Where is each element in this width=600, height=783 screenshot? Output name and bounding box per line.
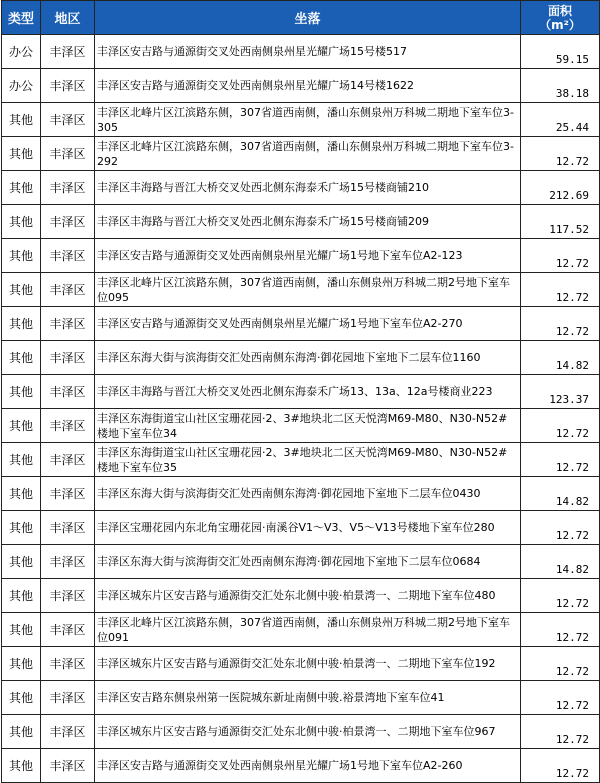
header-district: 地区 (41, 1, 95, 35)
cell-location: 丰泽区北峰片区江滨路东侧，307省道西南侧，潘山东侧泉州万科城二期2号地下室车位091 (95, 613, 521, 647)
cell-area: 14.82 (521, 477, 600, 511)
cell-district: 丰泽区 (41, 715, 95, 749)
cell-location: 丰泽区宝珊花园内东北角宝珊花园·南溪谷V1～V3、V5～V13号楼地下室车位280 (95, 511, 521, 545)
table-row (2, 375, 600, 409)
cell-district: 丰泽区 (41, 579, 95, 613)
cell-location: 丰泽区城东片区安吉路与通源街交汇处东北侧中骏·柏景湾一、二期地下室车位967 (95, 715, 521, 749)
table-row (2, 171, 600, 205)
table-row (2, 137, 600, 171)
cell-area: 12.72 (521, 579, 600, 613)
cell-area: 14.82 (521, 545, 600, 579)
cell-district: 丰泽区 (41, 341, 95, 375)
cell-area: 25.44 (521, 103, 600, 137)
cell-type: 其他 (2, 443, 41, 477)
cell-type: 其他 (2, 239, 41, 273)
cell-type: 其他 (2, 545, 41, 579)
cell-location: 丰泽区丰海路与晋江大桥交叉处西北侧东海泰禾广场15号楼商铺210 (95, 171, 521, 205)
cell-district: 丰泽区 (41, 647, 95, 681)
cell-type: 其他 (2, 103, 41, 137)
cell-location: 丰泽区城东片区安吉路与通源街交汇处东北侧中骏·柏景湾一、二期地下室车位480 (95, 579, 521, 613)
cell-type: 其他 (2, 681, 41, 715)
table-header-row (2, 1, 600, 35)
cell-type: 其他 (2, 137, 41, 171)
cell-type: 其他 (2, 511, 41, 545)
cell-location: 丰泽区东海大街与滨海街交汇处西南侧东海湾·御花园地下室地下二层车位1160 (95, 341, 521, 375)
table-row (2, 307, 600, 341)
cell-location: 丰泽区东海大街与滨海街交汇处西南侧东海湾·御花园地下室地下二层车位0684 (95, 545, 521, 579)
cell-location: 丰泽区安吉路与通源街交叉处西南侧泉州星光耀广场1号地下室车位A2-270 (95, 307, 521, 341)
cell-area: 12.72 (521, 307, 600, 341)
cell-district: 丰泽区 (41, 477, 95, 511)
cell-type: 其他 (2, 205, 41, 239)
cell-location: 丰泽区东海街道宝山社区宝珊花园·2、3#地块北二区天悦湾M69-M80、N30-N52#楼地下室车位35 (95, 443, 521, 477)
cell-type: 其他 (2, 477, 41, 511)
cell-location: 丰泽区北峰片区江滨路东侧，307省道西南侧，潘山东侧泉州万科城二期地下室车位3-292 (95, 137, 521, 171)
table-row (2, 409, 600, 443)
table-row (2, 205, 600, 239)
cell-district: 丰泽区 (41, 443, 95, 477)
cell-area: 12.72 (521, 409, 600, 443)
cell-type: 其他 (2, 613, 41, 647)
cell-area: 12.72 (521, 613, 600, 647)
table-row (2, 341, 600, 375)
cell-district: 丰泽区 (41, 205, 95, 239)
cell-location: 丰泽区安吉路与通源街交叉处西南侧泉州星光耀广场1号地下室车位A2-260 (95, 749, 521, 783)
cell-area: 12.72 (521, 137, 600, 171)
cell-district: 丰泽区 (41, 69, 95, 103)
cell-district: 丰泽区 (41, 35, 95, 69)
cell-location: 丰泽区东海街道宝山社区宝珊花园·2、3#地块北二区天悦湾M69-M80、N30-N52#楼地下室车位34 (95, 409, 521, 443)
cell-district: 丰泽区 (41, 545, 95, 579)
cell-district: 丰泽区 (41, 375, 95, 409)
cell-type: 办公 (2, 35, 41, 69)
table-row (2, 613, 600, 647)
cell-area: 12.72 (521, 749, 600, 783)
table-row (2, 749, 600, 783)
table-row (2, 647, 600, 681)
cell-district: 丰泽区 (41, 511, 95, 545)
table-row (2, 239, 600, 273)
cell-area: 12.72 (521, 647, 600, 681)
cell-district: 丰泽区 (41, 749, 95, 783)
cell-type: 办公 (2, 69, 41, 103)
cell-location: 丰泽区东海大街与滨海街交汇处西南侧东海湾·御花园地下室地下二层车位0430 (95, 477, 521, 511)
cell-location: 丰泽区北峰片区江滨路东侧，307省道西南侧，潘山东侧泉州万科城二期地下室车位3-305 (95, 103, 521, 137)
header-type: 类型 (2, 1, 41, 35)
header-location: 坐落 (95, 1, 521, 35)
cell-type: 其他 (2, 409, 41, 443)
cell-area: 12.72 (521, 273, 600, 307)
cell-type: 其他 (2, 579, 41, 613)
cell-area: 59.15 (521, 35, 600, 69)
cell-area: 12.72 (521, 443, 600, 477)
cell-type: 其他 (2, 171, 41, 205)
cell-area: 117.52 (521, 205, 600, 239)
cell-district: 丰泽区 (41, 409, 95, 443)
table-row (2, 579, 600, 613)
cell-district: 丰泽区 (41, 273, 95, 307)
cell-location: 丰泽区安吉路与通源街交叉处西南侧泉州星光耀广场1号地下室车位A2-123 (95, 239, 521, 273)
cell-location: 丰泽区安吉路与通源街交叉处西南侧泉州星光耀广场14号楼1622 (95, 69, 521, 103)
cell-area: 123.37 (521, 375, 600, 409)
cell-location: 丰泽区安吉路东侧泉州第一医院城东新址南侧中骏.裕景湾地下室车位41 (95, 681, 521, 715)
cell-type: 其他 (2, 375, 41, 409)
cell-area: 12.72 (521, 511, 600, 545)
header-area-unit: （m²） (539, 17, 581, 32)
table-row (2, 681, 600, 715)
cell-type: 其他 (2, 715, 41, 749)
cell-location: 丰泽区北峰片区江滨路东侧，307省道西南侧，潘山东侧泉州万科城二期2号地下室车位095 (95, 273, 521, 307)
table-row (2, 103, 600, 137)
cell-district: 丰泽区 (41, 171, 95, 205)
cell-type: 其他 (2, 307, 41, 341)
property-table (1, 0, 600, 783)
table-row (2, 35, 600, 69)
table-row (2, 477, 600, 511)
cell-location: 丰泽区丰海路与晋江大桥交叉处西北侧东海泰禾广场15号楼商铺209 (95, 205, 521, 239)
cell-district: 丰泽区 (41, 103, 95, 137)
cell-type: 其他 (2, 273, 41, 307)
cell-location: 丰泽区城东片区安吉路与通源街交汇处东北侧中骏·柏景湾一、二期地下室车位192 (95, 647, 521, 681)
cell-area: 212.69 (521, 171, 600, 205)
table-row (2, 715, 600, 749)
table-row (2, 273, 600, 307)
cell-area: 12.72 (521, 239, 600, 273)
table-row (2, 511, 600, 545)
cell-district: 丰泽区 (41, 137, 95, 171)
cell-district: 丰泽区 (41, 239, 95, 273)
header-area-label: 面积 (547, 3, 572, 18)
header-area (521, 1, 600, 35)
cell-type: 其他 (2, 341, 41, 375)
cell-area: 38.18 (521, 69, 600, 103)
table-row (2, 69, 600, 103)
table-row (2, 545, 600, 579)
table-body (2, 35, 600, 783)
cell-type: 其他 (2, 749, 41, 783)
cell-area: 12.72 (521, 715, 600, 749)
cell-district: 丰泽区 (41, 613, 95, 647)
cell-district: 丰泽区 (41, 307, 95, 341)
cell-district: 丰泽区 (41, 681, 95, 715)
cell-area: 12.72 (521, 681, 600, 715)
cell-location: 丰泽区安吉路与通源街交叉处西南侧泉州星光耀广场15号楼517 (95, 35, 521, 69)
cell-location: 丰泽区丰海路与晋江大桥交叉处西北侧东海泰禾广场13、13a、12a号楼商业223 (95, 375, 521, 409)
table-row (2, 443, 600, 477)
cell-type: 其他 (2, 647, 41, 681)
cell-area: 14.82 (521, 341, 600, 375)
